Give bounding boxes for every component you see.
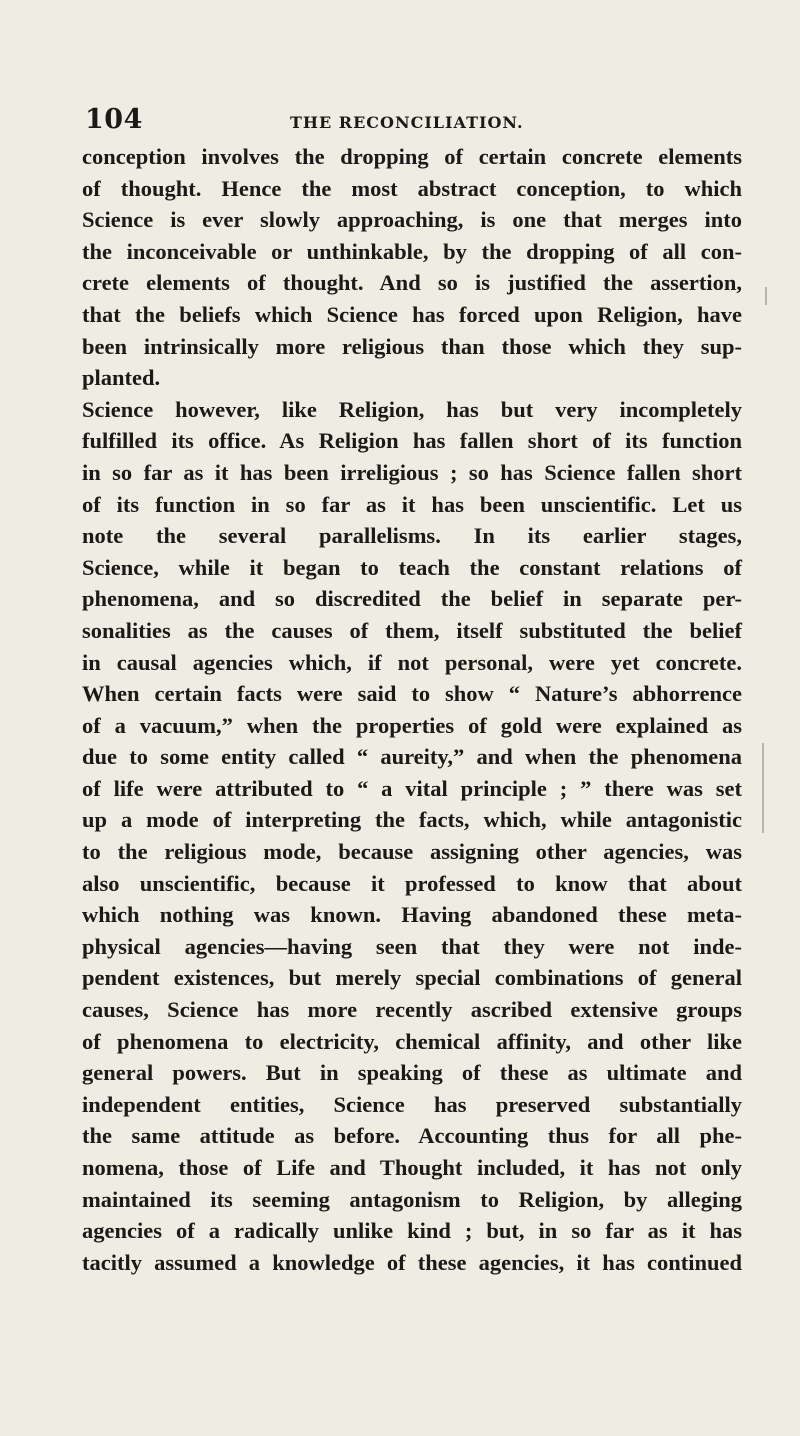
text-line: pendent existences, but merely special combinations of general — [82, 965, 742, 991]
text-line: conception involves the dropping of certain concrete elements — [82, 144, 742, 169]
text-line: Science however, like Religion, has but very incompletely — [82, 396, 742, 422]
text-line: due to some entity called “ aureity,” and when the phenomena — [82, 744, 742, 770]
text-line: which nothing was known. Having abandoned these meta- — [82, 902, 742, 928]
text-line: agencies of a radically unlike kind ; but, in so far as it has — [82, 1218, 742, 1244]
text-line: sonalities as the causes of them, itself substituted the belief — [82, 617, 742, 643]
text-line: note the several parallelisms. In its earlier stages, — [82, 523, 742, 549]
body-text — [82, 141, 742, 1278]
text-line: independent entities, Science has preserved substantially — [82, 1091, 742, 1117]
text-line: tacitly assumed a knowledge of these agencies, it has continued — [82, 1249, 742, 1275]
running-head: THE RECONCILIATION. — [290, 113, 524, 132]
text-line: been intrinsically more religious than those which they sup- — [82, 333, 742, 359]
margin-mark — [762, 743, 764, 833]
text-line: Science, while it began to teach the constant relations of — [82, 554, 742, 580]
text-line: of life were attributed to “ a vital principle ; ” there was set — [82, 775, 742, 801]
text-line: of thought. Hence the most abstract conception, to which — [82, 175, 742, 201]
text-line: to the religious mode, because assigning other agencies, was — [82, 839, 742, 865]
text-line: nomena, those of Life and Thought included, it has not only — [82, 1155, 742, 1180]
text-line: Science is ever slowly approaching, is one that merges into — [82, 207, 742, 233]
text-line: of phenomena to electricity, chemical affinity, and other like — [82, 1028, 742, 1054]
margin-mark — [765, 287, 767, 305]
text-line: of a vacuum,” when the properties of gold were explained as — [82, 712, 742, 738]
text-line: When certain facts were said to show “ Nature’s abhorrence — [82, 681, 742, 707]
text-line: phenomena, and so discredited the belief in separate per- — [82, 586, 742, 612]
text-line: the inconceivable or unthinkable, by the dropping of all con- — [82, 238, 742, 264]
page-number: 104 — [85, 104, 143, 135]
text-line: that the beliefs which Science has forced upon Religion, have — [82, 301, 742, 327]
text-line: general powers. But in speaking of these as ultimate and — [82, 1060, 742, 1086]
text-line: physical agencies—having seen that they were not inde- — [82, 933, 742, 959]
text-line: in so far as it has been irreligious ; so has Science fallen short — [82, 459, 742, 485]
text-line: maintained its seeming antagonism to Religion, by alleging — [82, 1186, 742, 1212]
text-line: crete elements of thought. And so is justified the assertion, — [82, 270, 742, 296]
text-line: of its function in so far as it has been unscientific. Let us — [82, 491, 742, 517]
text-line: planted. — [82, 365, 161, 391]
text-line: causes, Science has more recently ascribed extensive groups — [82, 997, 742, 1023]
text-line: also unscientific, because it professed to know that about — [82, 870, 742, 896]
text-line: fulfilled its office. As Religion has fallen short of its function — [82, 428, 742, 454]
text-line: the same attitude as before. Accounting thus for all phe- — [82, 1123, 742, 1149]
text-line: in causal agencies which, if not personal, were yet concrete. — [82, 649, 742, 675]
text-line: up a mode of interpreting the facts, which, while antagonistic — [82, 807, 742, 833]
